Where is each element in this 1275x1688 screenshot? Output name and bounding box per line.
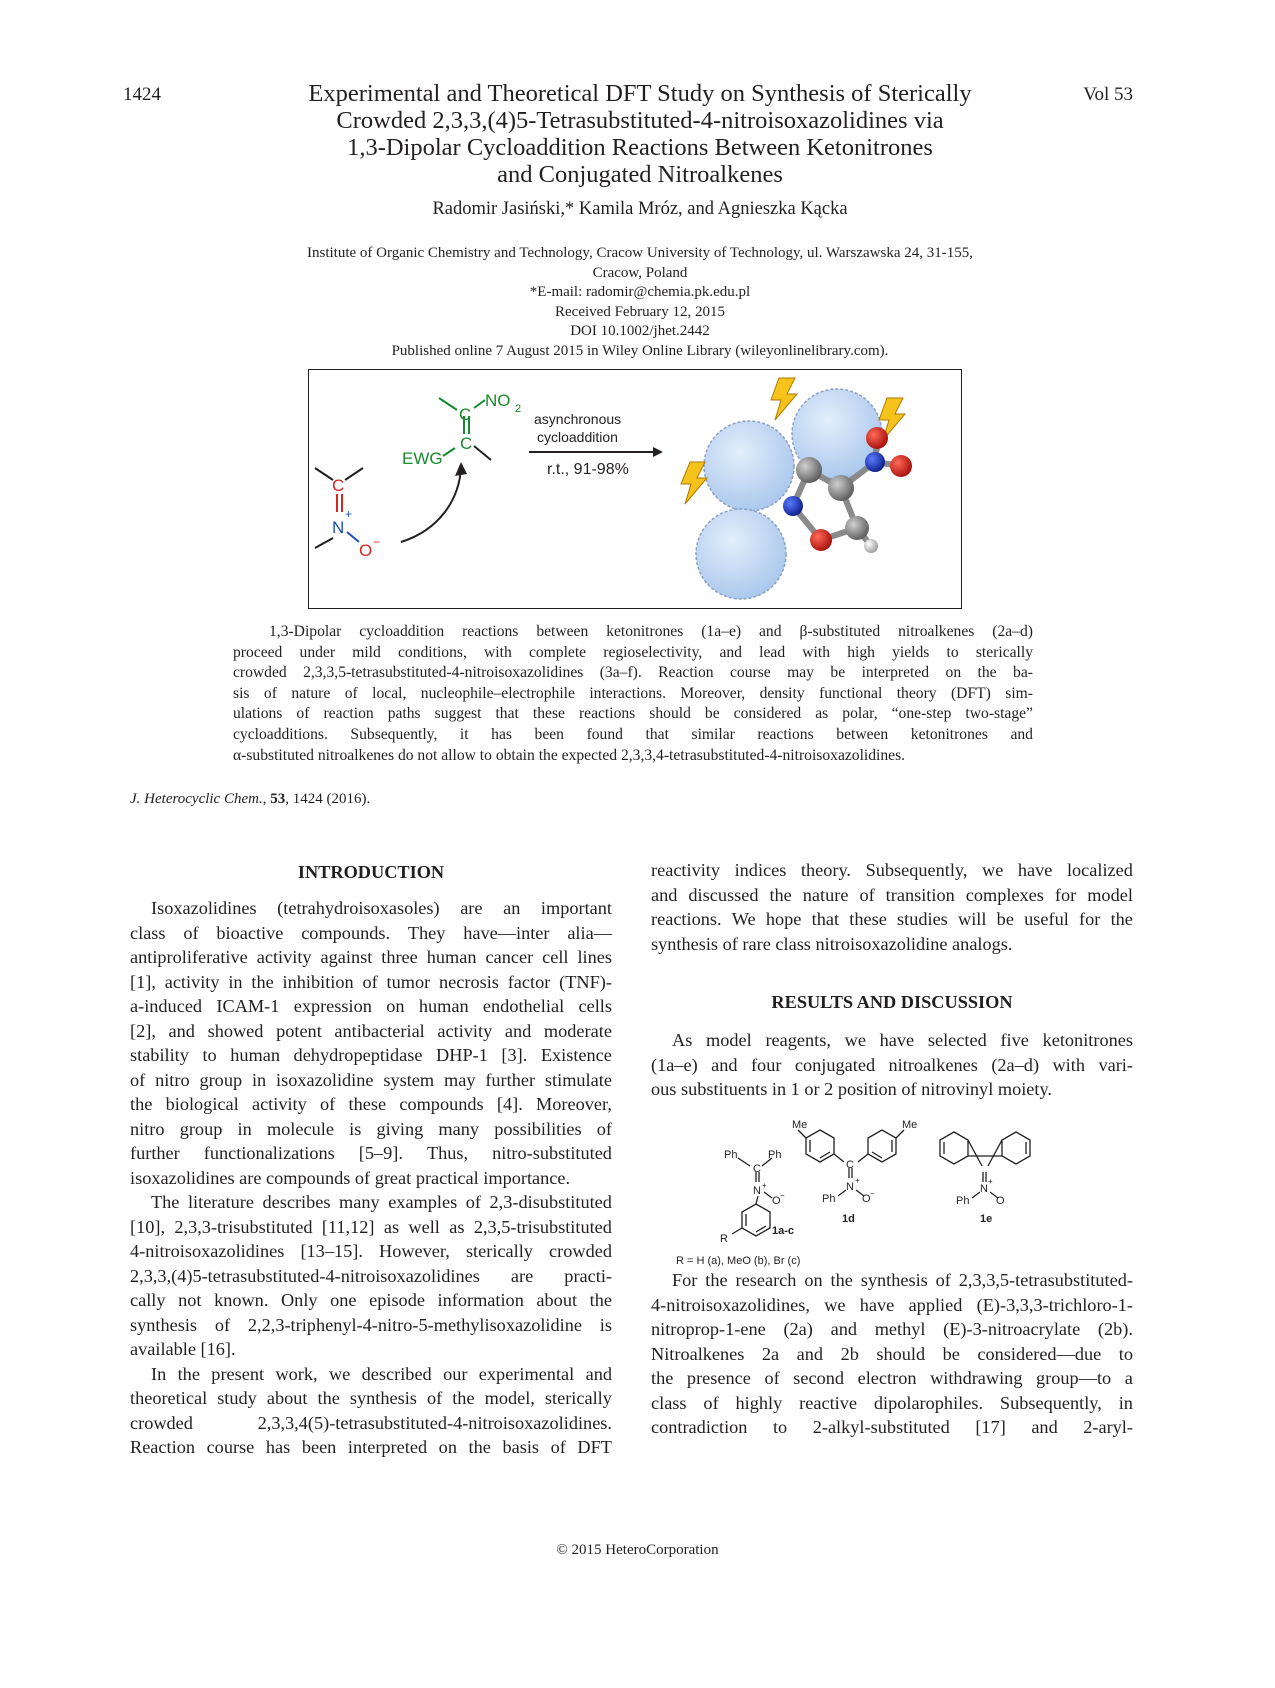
text-line: 2,3,3,(4)5-tetrasubstituted-4-nitroisoxazolidines are practi- <box>130 1265 612 1286</box>
arrow-label-2: cycloaddition <box>537 429 618 445</box>
text-line: nitroprop-1-ene (2a) and methyl (E)-3-nitroacrylate (2b). <box>651 1319 1133 1339</box>
nitrone-o: O <box>359 541 373 560</box>
text-line: In the present work, we described our experimental and <box>151 1363 612 1384</box>
lightning-bolt-icon <box>681 462 707 504</box>
ph-label: Ph <box>724 1149 738 1161</box>
text-line: cally not known. Only one episode information about the <box>130 1290 612 1310</box>
carbon-atom <box>828 475 854 501</box>
text-line: For the research on the synthesis of 2,3,3,5-tetrasubstituted- <box>672 1270 1133 1290</box>
text-line: antiproliferative activity against three human cancer cell lines <box>130 947 612 967</box>
no2-subscript: 2 <box>515 403 522 415</box>
toc-graphic <box>308 369 962 609</box>
volume-label: Vol 53 <box>1083 84 1133 105</box>
curved-arrow <box>401 468 461 542</box>
abstract <box>233 622 1033 766</box>
reaction-conditions: r.t., 91-98% <box>547 461 629 478</box>
affiliation-block <box>240 244 1040 361</box>
abstract-line: proceed under mild conditions, with complete regioselectivity, and lead with high yields to sterically <box>233 643 1033 661</box>
ketonitrone-scheme <box>676 1120 1106 1270</box>
nitroalkene-c2: C <box>460 434 473 453</box>
text-line: Reaction course has been interpreted on the basis of DFT <box>130 1437 612 1457</box>
text-line: and discussed the nature of transition complexes for model <box>651 884 1133 905</box>
results-paragraph-1 <box>651 1028 1133 1102</box>
page-number: 1424 <box>123 84 161 105</box>
hydrogen-atom <box>864 539 878 553</box>
text-line: nitro group in molecule is giving many possibilities of <box>130 1118 612 1139</box>
nitrone-n: N <box>332 518 345 537</box>
nitrone-minus: − <box>373 535 381 549</box>
nitrone-c: C <box>332 476 345 495</box>
text-line: reactivity indices theory. Subsequently, we have localized <box>651 860 1133 880</box>
lightning-bolt-icon <box>771 378 797 420</box>
reaction-arrow-head <box>653 447 663 457</box>
section-heading-introduction: INTRODUCTION <box>297 862 445 882</box>
carbon-atom <box>796 457 822 483</box>
nitro-nitrogen-atom <box>865 452 885 472</box>
n-label: N <box>753 1185 761 1197</box>
nitrone-plus: + <box>345 507 353 521</box>
text-line: Isoxazolidines (tetrahydroisoxasoles) are an important <box>151 898 612 918</box>
author-list: Radomir Jasiński,* Kamila Mróz, and Agnieszka Kącka <box>432 199 848 219</box>
ph-label: Ph <box>956 1195 970 1207</box>
o-label: O <box>772 1195 781 1207</box>
text-line: 4-nitroisoxazolidines [13–15]. However, sterically crowded <box>130 1241 612 1261</box>
text-line: contradiction to 2-alkyl-substituted [17] and 2-aryl- <box>651 1417 1133 1437</box>
minus-label: − <box>870 1189 875 1198</box>
title-line: Experimental and Theoretical DFT Study on Synthesis of Sterically <box>308 80 972 107</box>
article-title <box>290 80 990 188</box>
text-line: class of bioactive compounds. They have—inter alia— <box>130 922 612 943</box>
results-paragraph-2 <box>651 1268 1133 1440</box>
compound-label-1a-c: 1a-c <box>772 1225 795 1237</box>
abstract-line: 1,3-Dipolar cycloaddition reactions between ketonitrones (1a–e) and β-substituted nitroalkenes (2a–d) <box>269 623 1033 640</box>
text-line: available [16]. <box>130 1339 236 1359</box>
ph-label: Ph <box>822 1193 836 1205</box>
journal-name: J. Heterocyclic Chem. <box>130 791 263 807</box>
text-line: [2], and showed potent antibacterial activity and moderate <box>130 1020 612 1041</box>
ring-oxygen-atom <box>810 529 832 551</box>
received-date: Received February 12, 2015 <box>555 303 725 320</box>
affiliation-line: Institute of Organic Chemistry and Technology, Cracow University of Technology, ul. Warszawska 24, 31-155, <box>306 245 973 261</box>
text-line: the biological activity of these compounds [4]. Moreover, <box>130 1094 612 1114</box>
journal-citation: J. Heterocyclic Chem., 53, 1424 (2016). <box>130 791 371 807</box>
title-line: and Conjugated Nitroalkenes <box>497 161 783 188</box>
plus-label: + <box>988 1177 993 1186</box>
text-line: As model reagents, we have selected five ketonitrones <box>672 1030 1133 1050</box>
citation-rest: , 1424 (2016). <box>285 791 371 807</box>
text-line: crowded 2,3,3,4(5)-tetrasubstituted-4-nitroisoxazolidines. <box>130 1412 612 1433</box>
ph-label: Ph <box>768 1149 782 1161</box>
text-line: [1], activity in the inhibition of tumor necrosis factor (TNF)- <box>130 971 612 992</box>
text-line: (1a–e) and four conjugated nitroalkenes (2a–d) with vari- <box>651 1054 1133 1075</box>
n-label: N <box>846 1181 854 1193</box>
results-paragraph-0 <box>651 858 1133 956</box>
text-line: synthesis of rare class nitroisoxazolidine analogs. <box>651 933 1013 954</box>
text-line: a-induced ICAM-1 expression on human endothelial cells <box>130 996 612 1016</box>
text-line: 4-nitroisoxazolidines, we have applied (E)-3,3,3-trichloro-1- <box>651 1294 1133 1315</box>
no2-group: NO <box>485 391 511 410</box>
nitro-oxygen-atom <box>890 455 912 477</box>
email-line: *E-mail: radomir@chemia.pk.edu.pl <box>529 284 751 300</box>
abstract-line: crowded 2,3,3,5-tetrasubstituted-4-nitroisoxazolidines (3a–f). Reaction course may be interpreted on the ba- <box>233 664 1033 682</box>
text-line: reactions. We hope that these studies will be useful for the <box>651 909 1133 929</box>
title-line: 1,3-Dipolar Cycloaddition Reactions Between Ketonitrones <box>347 134 933 161</box>
title-line: Crowded 2,3,3,(4)5-Tetrasubstituted-4-nitroisoxazolidines via <box>336 107 944 134</box>
section-heading-results: RESULTS AND DISCUSSION <box>771 992 1013 1012</box>
text-line: theoretical study about the synthesis of the model, sterically <box>130 1388 612 1408</box>
carbon-atom <box>845 516 869 540</box>
n-label: N <box>980 1183 988 1195</box>
copyright-footer: © 2015 HeteroCorporation <box>556 1542 719 1558</box>
text-line: isoxazolidines are compounds of great practical importance. <box>130 1167 571 1188</box>
abstract-line: ulations of reaction paths suggest that these reactions should be considered as polar, “one-step two-stage” <box>233 705 1033 723</box>
plus-label: + <box>762 1181 767 1190</box>
steric-sphere <box>704 421 794 511</box>
minus-label: − <box>780 1191 785 1200</box>
intro-paragraph-1 <box>130 896 612 1460</box>
abstract-line: sis of nature of local, nucleophile–electrophile interactions. Moreover, density functional theory (DFT) sim- <box>233 684 1033 702</box>
published-online: Published online 7 August 2015 in Wiley Online Library (wileyonlinelibrary.com). <box>391 342 889 359</box>
nitroalkene-c1: C <box>459 405 472 424</box>
text-line: class of highly reactive dipolarophiles. Subsequently, in <box>651 1392 1133 1413</box>
o-label: O <box>996 1195 1005 1207</box>
c-label: C <box>846 1159 854 1171</box>
text-line: ous substituents in 1 or 2 position of nitrovinyl moiety. <box>651 1079 1052 1099</box>
plus-label: + <box>855 1176 860 1185</box>
compound-label-1d: 1d <box>842 1213 855 1225</box>
journal-volume: 53 <box>270 791 286 807</box>
nitro-oxygen-atom <box>866 427 888 449</box>
r-label: R <box>720 1233 728 1245</box>
me-label: Me <box>792 1120 808 1131</box>
affiliation-line: Cracow, Poland <box>592 264 688 281</box>
ewg-label: EWG <box>402 449 443 468</box>
r-substituent-definition: R = H (a), MeO (b), Br (c) <box>676 1255 801 1267</box>
abstract-line: cycloadditions. Subsequently, it has been found that similar reactions between ketonitrones and <box>233 725 1033 743</box>
text-line: of nitro group in isoxazolidine system may further stimulate <box>130 1069 612 1090</box>
text-line: [10], 2,3,3-trisubstituted [11,12] as well as 2,3,5-trisubstituted <box>130 1216 612 1237</box>
text-line: The literature describes many examples of 2,3-disubstituted <box>151 1192 612 1212</box>
compound-label-1e: 1e <box>980 1213 993 1225</box>
c-label: C <box>753 1163 761 1175</box>
abstract-line: α-substituted nitroalkenes do not allow to obtain the expected 2,3,3,4-tetrasubstituted-4-nitroisoxazolidines. <box>233 746 906 764</box>
text-line: Nitroalkenes 2a and 2b should be considered—due to <box>651 1343 1133 1364</box>
text-line: further functionalizations [5–9]. Thus, nitro-substituted <box>130 1143 612 1163</box>
me-label: Me <box>902 1120 918 1131</box>
arrow-label-1: asynchronous <box>534 411 622 427</box>
curved-arrow-head <box>455 462 467 476</box>
doi: DOI 10.1002/jhet.2442 <box>570 323 710 339</box>
text-line: stability to human dehydropeptidase DHP-1 [3]. Existence <box>130 1045 612 1065</box>
steric-sphere <box>696 509 786 599</box>
text-line: synthesis of 2,2,3-triphenyl-4-nitro-5-methylisoxazolidine is <box>130 1314 612 1335</box>
structure-1a-c <box>732 1158 772 1236</box>
ring-nitrogen-atom <box>783 496 803 516</box>
text-line: the presence of second electron withdrawing group—to a <box>651 1368 1133 1388</box>
o-label: O <box>862 1193 871 1205</box>
